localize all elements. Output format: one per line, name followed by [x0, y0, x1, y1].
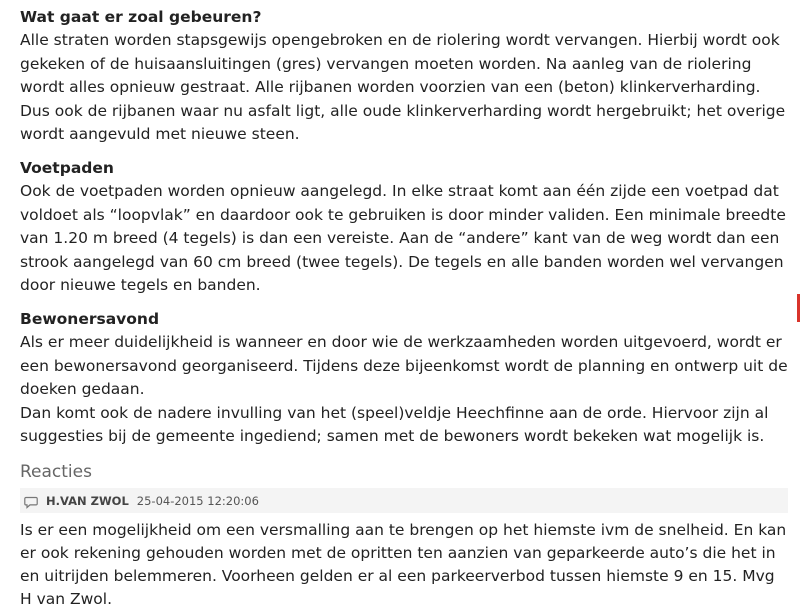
comment-header [20, 488, 788, 513]
section-paragraph: Ook de voetpaden worden opnieuw aangelegd. In elke straat komt aan één zijde een voetpad dat voldoet als “loopvlak” en daardoor ook te gebruiken is door minder validen. Een minimale breedte van 1.20 m breed (4 tegels) is dan een vereiste. Aan de “andere” kant van de weg wordt dan een strook aangelegd van 60 cm breed (twee tegels). De tegels en alle banden worden wel vervangen door nieuwe tegels en banden. [20, 181, 786, 295]
comment-icon [24, 494, 38, 508]
section-paragraph: Alle straten worden stapsgewijs opengebroken en de riolering wordt vervangen. Hierbij wordt ook gekeken of de huisaansluitingen (gres) vervangen moeten worden. Na aanleg van de riolering wordt alles opnieuw gestraat. Alle rijbanen worden voorzien van een (beton) klinkerverharding. Dus ook de rijbanen waar nu asfalt ligt, alle oude klinkerverharding wordt hergebruikt; het overige wordt aangevuld met nieuwe steen. [20, 31, 786, 144]
section-paragraph: Als er meer duidelijkheid is wanneer en door wie de werkzaamheden worden uitgevoerd, wordt er een bewonersavond georganiseerd. Tijdens deze bijeenkomst wordt de planning en ontwerp uit de doeken gedaan. [20, 332, 788, 399]
article-body [20, 6, 788, 449]
comment-date: 25-04-2015 12:20:06 [136, 493, 259, 508]
comment-text: Is er een mogelijkheid om een versmalling aan te brengen op het hiemste ivm de snelheid. En kan er ook rekening gehouden worden met de opritten ten aanzien van geparkeerde auto’s die het in en uitrijden belemmeren. Voorheen gelden er al een parkeerverbod tussen hiemste 9 en 15. Mvg H van Zwol. [20, 521, 787, 608]
article-section [20, 308, 788, 449]
section-heading: Wat gaat er zoal gebeuren? [20, 8, 262, 26]
section-paragraph: Dan komt ook de nadere invulling van het (speel)veldje Heechfinne aan de orde. Hiervoor zijn al suggesties bij de gemeente ingediend; samen met de bewoners wordt bekeken wat mogelijk is. [20, 403, 769, 446]
article-section [20, 6, 788, 147]
section-heading: Voetpaden [20, 158, 114, 177]
reacties-heading: Reacties [20, 462, 92, 482]
section-heading: Bewonersavond [20, 309, 160, 328]
article-section [20, 157, 788, 298]
comment-author: H.VAN ZWOL [46, 493, 129, 508]
